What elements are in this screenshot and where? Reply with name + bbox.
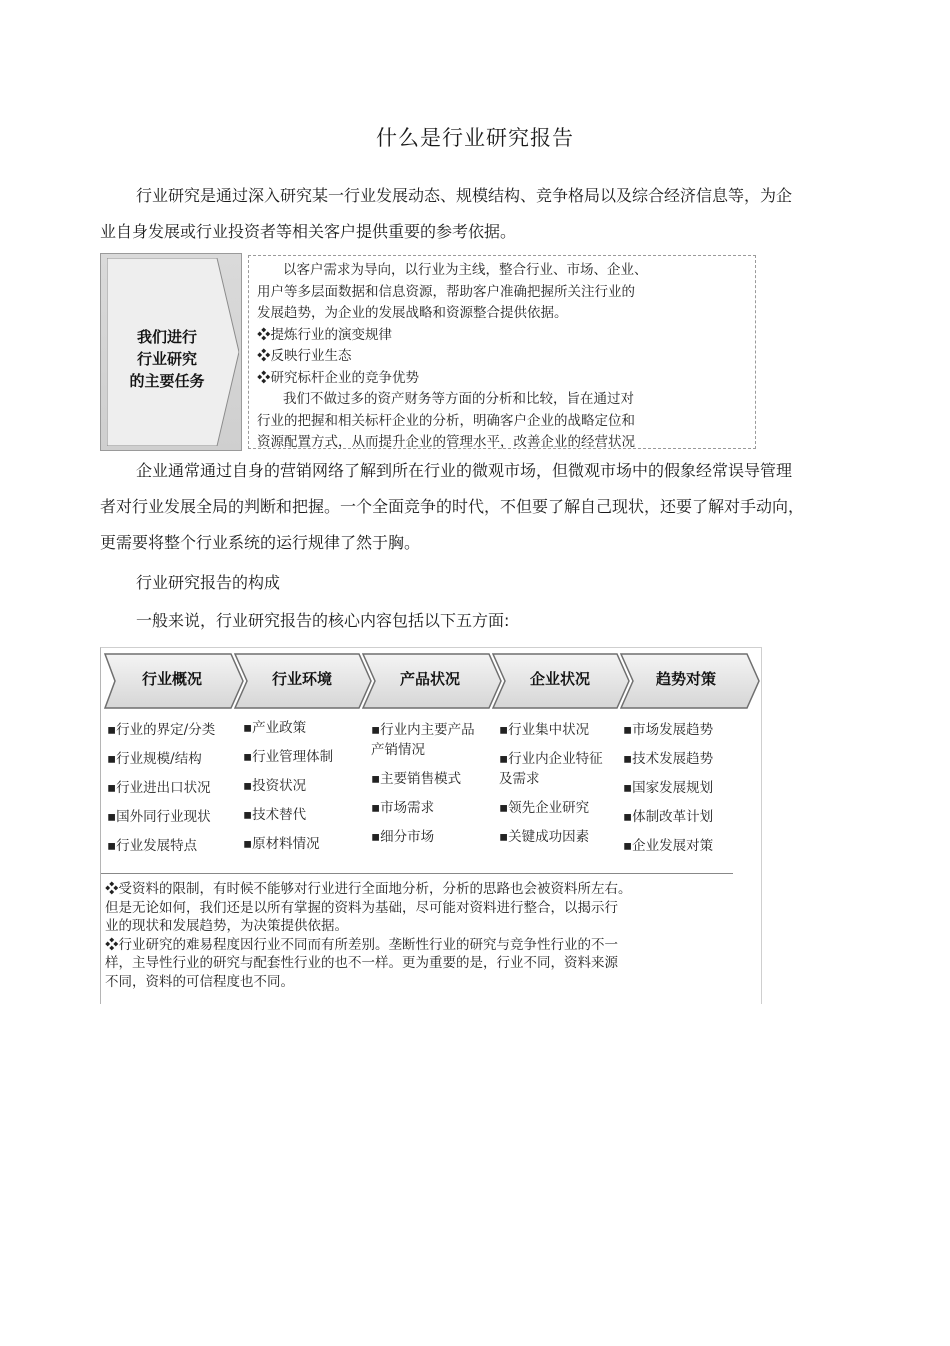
description-line: 行业的把握和相关标杆企业的分析，明确客户企业的战略定位和 bbox=[257, 412, 635, 429]
market-paragraph: 企业通常通过自身的营销网络了解到所在行业的微观市场，但微观市场中的假象经常误导管理者对行业发展全局的判断和把握。一个全面竞争的时代，不但要了解自己现状，还要了解对手动向，更需要将整个行业系统的运行规律了然于胸。 bbox=[100, 461, 805, 552]
list-item: ▪行业集中状况 bbox=[499, 722, 590, 738]
note-line: 但是无论如何，我们还是以所有掌握的资料为基础，尽可能对资料进行整合，以揭示行 bbox=[105, 899, 618, 916]
note-line: ❖受资料的限制，有时候不能够对行业进行全面地分析，分析的思路也会被资料所左右。 bbox=[105, 881, 632, 897]
report-composition-figure bbox=[100, 647, 762, 1004]
list-item: ▪产业政策 bbox=[243, 720, 307, 736]
main-tasks-label bbox=[109, 326, 225, 392]
list-item: ▪细分市场 bbox=[371, 829, 435, 845]
column-product-status bbox=[371, 720, 483, 856]
note-line: 不同，资料的可信程度也不同。 bbox=[105, 973, 294, 990]
label-line: 的主要任务 bbox=[129, 372, 205, 390]
column-enterprise-status bbox=[499, 720, 611, 856]
list-item: ▪行业管理体制 bbox=[243, 749, 334, 765]
page-title: 什么是行业研究报告 bbox=[376, 126, 574, 150]
header-industry-overview: 行业概况 bbox=[141, 670, 202, 688]
description-line: 资源配置方式，从而提升企业的管理水平，改善企业的经营状况 bbox=[257, 434, 635, 450]
list-item: ▪行业发展特点 bbox=[107, 838, 198, 854]
list-item: ▪技术发展趋势 bbox=[623, 751, 714, 767]
main-tasks-figure bbox=[100, 253, 756, 451]
label-line: 我们进行 bbox=[136, 328, 197, 346]
list-item: ▪技术替代 bbox=[243, 807, 307, 823]
list-item: ▪关键成功因素 bbox=[499, 829, 590, 845]
column-industry-environment bbox=[243, 718, 361, 863]
header-industry-environment: 行业环境 bbox=[271, 670, 332, 688]
intro-paragraph: 行业研究是通过深入研究某一行业发展动态、规模结构、竞争格局以及综合经济信息等，为企业自身发展或行业投资者等相关客户提供重要的参考依据。 bbox=[100, 186, 793, 241]
main-tasks-description bbox=[248, 255, 756, 449]
bullet-line: ❖研究标杆企业的竞争优势 bbox=[257, 369, 419, 386]
section-heading: 行业研究报告的构成 bbox=[136, 573, 281, 592]
main-tasks-label-box bbox=[100, 253, 242, 451]
list-item: ▪国外同行业现状 bbox=[107, 809, 211, 825]
list-item: ▪领先企业研究 bbox=[499, 800, 590, 816]
list-item: ▪市场需求 bbox=[371, 800, 435, 816]
header-enterprise-status: 企业状况 bbox=[529, 670, 590, 688]
list-item: ▪投资状况 bbox=[243, 778, 307, 794]
note-line: 业的现状和发展趋势，为决策提供依据。 bbox=[105, 918, 348, 934]
bullet-line: ❖反映行业生态 bbox=[257, 348, 352, 364]
note-line: 样，主导性行业的研究与配套性行业的也不一样。更为重要的是，行业不同，资料来源 bbox=[105, 955, 618, 971]
list-item: ▪体制改革计划 bbox=[623, 809, 714, 825]
description-line: 发展趋势，为企业的发展战略和资源整合提供依据。 bbox=[257, 305, 568, 321]
list-item: ▪市场发展趋势 bbox=[623, 722, 714, 738]
bullet-line: ❖提炼行业的演变规律 bbox=[257, 326, 392, 343]
list-item: ▪行业的界定/分类 bbox=[107, 722, 216, 738]
figure-notes bbox=[105, 880, 733, 991]
header-trend-strategy: 趋势对策 bbox=[655, 670, 716, 688]
column-industry-overview bbox=[107, 720, 239, 865]
list-item: ▪行业内企业特征及需求 bbox=[499, 751, 603, 787]
list-item: ▪行业进出口状况 bbox=[107, 780, 211, 796]
list-item: ▪主要销售模式 bbox=[371, 771, 462, 787]
list-item: ▪行业规模/结构 bbox=[107, 751, 202, 767]
list-item: ▪行业内主要产品产销情况 bbox=[371, 722, 475, 758]
section-intro: 一般来说，行业研究报告的核心内容包括以下五方面: bbox=[136, 611, 510, 630]
list-item: ▪国家发展规划 bbox=[623, 780, 714, 796]
label-line: 行业研究 bbox=[136, 350, 197, 368]
description-line: 用户等多层面数据和信息资源，帮助客户准确把握所关注行业的 bbox=[257, 283, 635, 300]
divider bbox=[101, 873, 733, 874]
note-line: ❖行业研究的难易程度因行业不同而有所差别。垄断性行业的研究与竞争性行业的不一 bbox=[105, 936, 618, 953]
description-line: 我们不做过多的资产财务等方面的分析和比较，旨在通过对 bbox=[283, 391, 634, 407]
list-item: ▪原材料情况 bbox=[243, 836, 320, 852]
column-trend-strategy bbox=[623, 720, 743, 865]
header-product-status: 产品状况 bbox=[399, 670, 460, 688]
list-item: ▪企业发展对策 bbox=[623, 838, 714, 854]
description-line: 以客户需求为导向，以行业为主线，整合行业、市场、企业、 bbox=[283, 262, 648, 278]
